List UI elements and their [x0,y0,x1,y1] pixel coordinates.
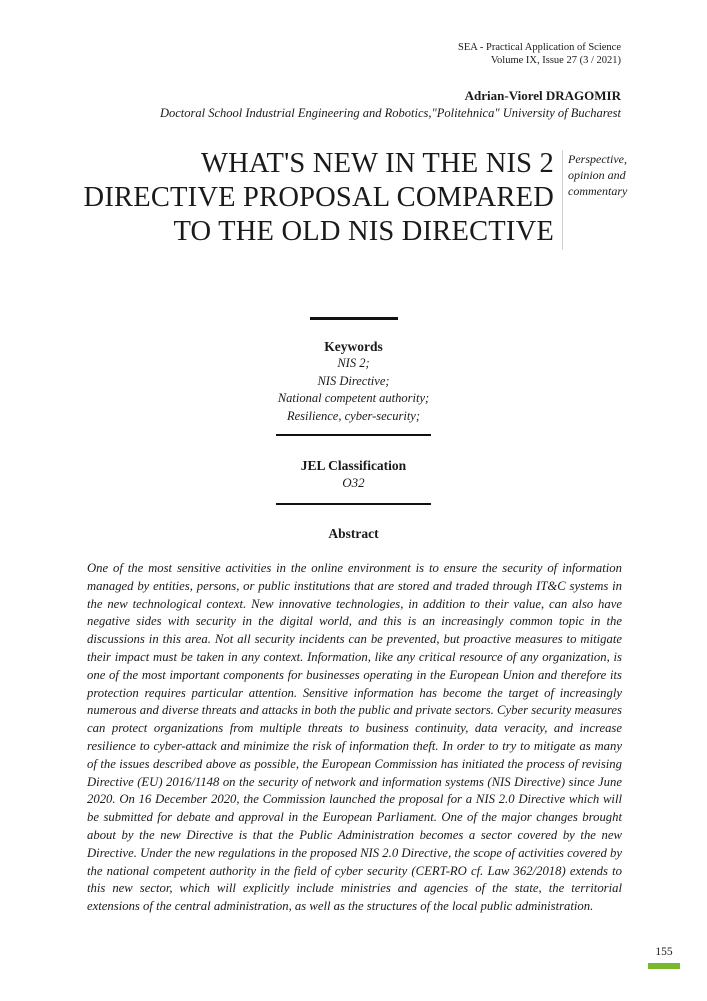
keywords-list [230,355,477,425]
author-affiliation: Doctoral School Industrial Engineering and Robotics,"Politehnica" University of Bucharest [159,106,621,120]
title-separator [562,150,563,250]
jel-divider-bottom [276,503,431,505]
article-type-line-1: Perspective, [568,152,627,166]
article-type-line-3: commentary [568,184,628,198]
article-type [568,151,638,199]
journal-volume: Volume IX, Issue 27 (3 / 2021) [490,55,621,66]
jel-heading: JEL Classification [300,458,407,473]
title-line-1: WHAT'S NEW IN THE NIS 2 [200,148,554,179]
title-line-2: DIRECTIVE PROPOSAL COMPARED [83,182,554,213]
page-number: 155 [655,946,673,958]
keywords-heading: Keywords [324,339,383,354]
page-number-accent-bar [648,963,680,969]
journal-name: SEA - Practical Application of Science [458,42,621,53]
journal-header [458,41,621,67]
keyword-item: NIS Directive; [317,373,390,388]
keyword-item: National competent authority; [277,391,430,405]
author-name: Adrian-Viorel DRAGOMIR [464,88,621,103]
jel-divider-top [276,434,431,436]
keywords-divider [310,317,398,320]
keyword-item: NIS 2; [337,356,370,370]
article-type-line-2: opinion and [568,168,626,182]
abstract-text: One of the most sensitive activities in the online environment is to ensure the security of information managed by entities, persons, or public institutions that are stored and traded through IT&C systems in the new technological context. New innovative technologies, in addition to their value, can also have negative sides with security in the digital world, and this is an increasingly common topic in the discussions in this area. Not all security incidents can be prevented, but proactive measures to mitigate their impact must be taken in any context. Information, like any critical resource of any organization, is one of the most important components for businesses operating in the European Union and therefore its protection requires particular attention. Sensitive information has become the target of increasingly numerous and diverse threats and attacks in both the public and private sectors. Cyber security measures can protect organizations from multiple threats to business continuity, data veracity, and increase resilience to cyber-attack and minimize the risk of information theft. In order to try to mitigate as many of the issues described above as possible, the European Commission has initiated the process of revising Directive (EU) 2016/1148 on the security of network and information systems (NIS Directive) since June 2020. On 16 December 2020, the Commission launched the proposal for a NIS 2.0 Directive which will be submitted for debate and approval in the European Parliament. One of the major changes brought about by the new Directive is that the Public Administration becomes a sector covered by the new Directive. Under the new regulations in the proposed NIS 2.0 Directive, the scope of activities covered by the national competent authority in the field of cyber security (CERT-RO cf. Law 362/2018) extends to this new sector, which will explicitly include ministries and agencies of the state, the territorial extensions of the central administration, as well as the structures of the local public administration. [87,561,622,914]
title-line-3: TO THE OLD NIS DIRECTIVE [173,216,554,247]
jel-code: O32 [342,475,365,490]
paper-title [74,147,554,249]
keyword-item: Resilience, cyber-security; [286,408,420,423]
abstract-heading: Abstract [328,526,379,541]
